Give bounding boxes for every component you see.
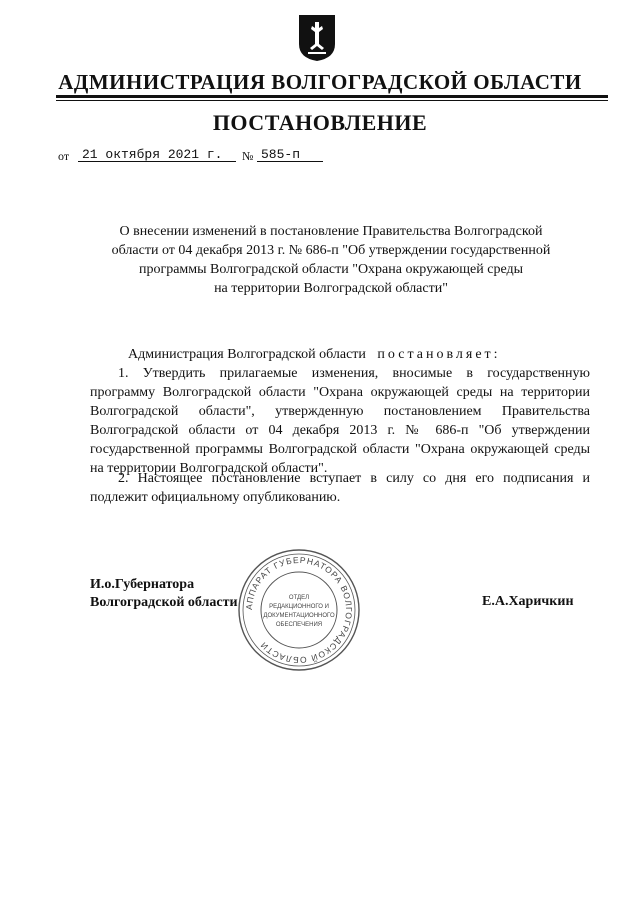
item-2: 2. Настоящее постановление вступает в силу со дня его подписания и подлежит официальному опубликованию. <box>90 471 590 505</box>
header-rule-thin <box>56 100 608 101</box>
svg-text:АППАРАТ ГУБЕРНАТОРА ВОЛГОГРАДС <box>244 555 354 665</box>
volgograd-coat-of-arms-icon <box>298 14 336 62</box>
stamp-center-line: РЕДАКЦИОННОГО И <box>269 604 329 610</box>
position-line: И.о.Губернатора <box>90 577 195 592</box>
stamp-center-line: ОБЕСПЕЧЕНИЯ <box>275 622 323 628</box>
date-value: 21 октября 2021 г. <box>82 147 223 162</box>
stamp-center-line: ОТДЕЛ <box>288 595 310 601</box>
header-rule <box>56 95 608 98</box>
stamp-center-line: ДОКУМЕНТАЦИОННОГО <box>263 613 335 619</box>
stamp-outer-text: АППАРАТ ГУБЕРНАТОРА ВОЛГОГРАДСКОЙ ОБЛАСТИ <box>243 554 355 666</box>
subject-line: области от 04 декабря 2013 г. № 686-п "Об утверждении государственной <box>111 243 551 258</box>
organization-title: АДМИНИСТРАЦИЯ ВОЛГОГРАДСКОЙ ОБЛАСТИ <box>58 70 582 94</box>
number-field <box>257 145 323 162</box>
signatory-name: Е.А.Харичкин <box>482 594 574 609</box>
preamble <box>90 345 590 364</box>
official-stamp <box>236 547 362 673</box>
preamble-decision: постановляет: <box>377 347 501 362</box>
subject-line: программы Волгоградской области "Охрана окружающей среды <box>138 262 524 277</box>
preamble-start: Администрация Волгоградской области <box>128 347 366 362</box>
number-prefix: № <box>242 149 254 163</box>
document-subject <box>86 222 576 298</box>
signatory-position <box>90 576 238 612</box>
document-type-title: ПОСТАНОВЛЕНИЕ <box>212 110 428 135</box>
date-field <box>78 145 236 162</box>
item-1: 1. Утвердить прилагаемые изменения, вносимые в государственную программу Волгоградской области "Охрана окружающей среды на территории Волгоградской области", утвержденную постановлением Правительства Волгоградской области от 04 декабря 2013 г. № 686-п "Об утверждении государственной программы Волгоградской области "Охрана окружающей среды на территории Волгоградской области". <box>90 366 590 476</box>
date-prefix: от <box>58 149 70 163</box>
subject-line: О внесении изменений в постановление Правительства Волгоградской <box>119 224 543 239</box>
subject-line: на территории Волгоградской области" <box>214 281 448 296</box>
position-line: Волгоградской области <box>90 595 238 610</box>
number-value: 585-п <box>261 147 301 162</box>
